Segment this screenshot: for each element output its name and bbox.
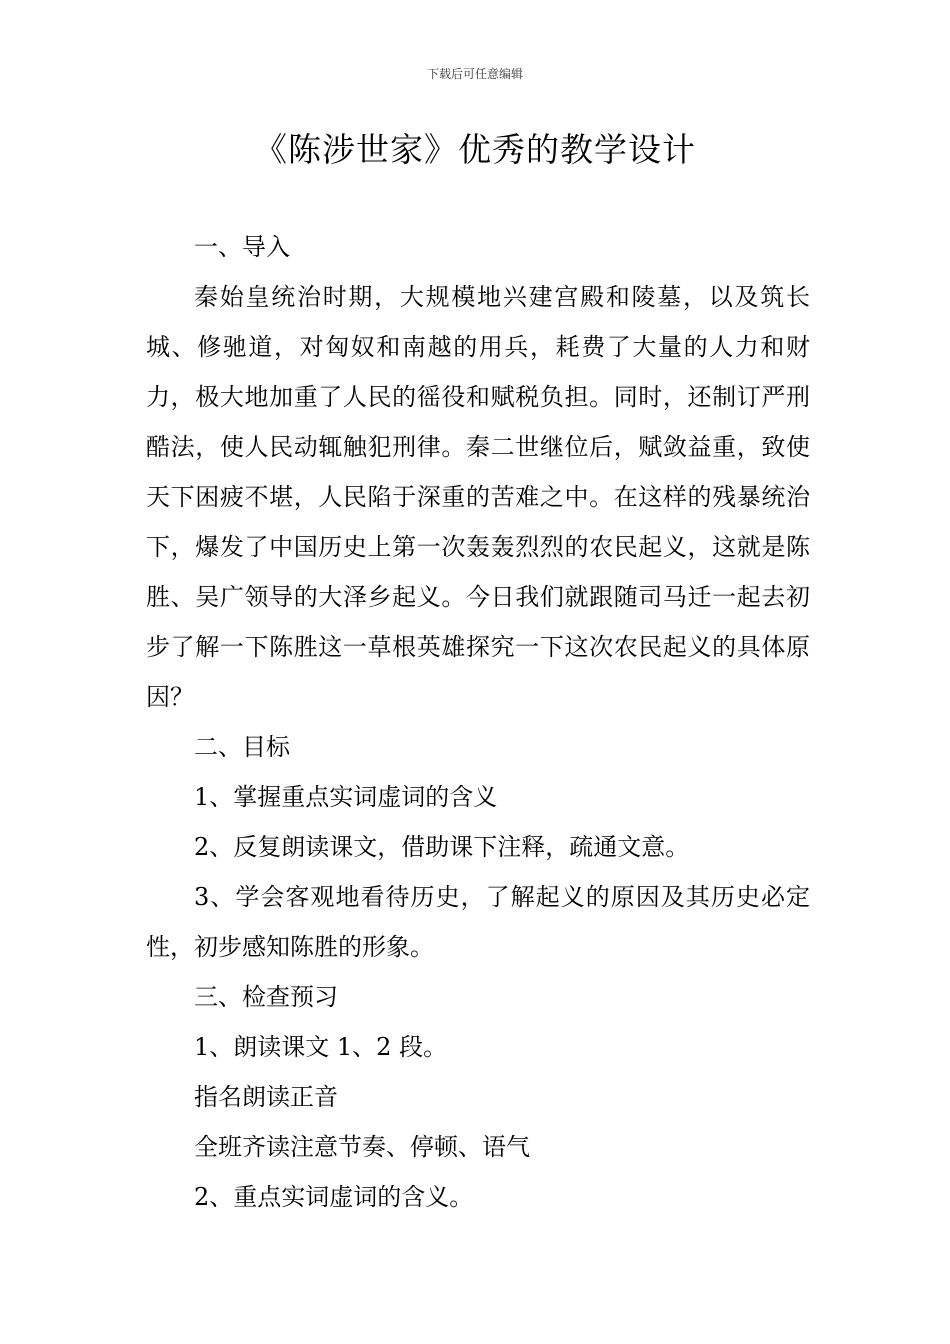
page-header-note: 下载后可任意编辑: [426, 67, 523, 81]
preview-item-1: 1、朗读课文 1、2 段。: [194, 1033, 448, 1061]
goal-item-1: 1、掌握重点实词虚词的含义: [194, 783, 498, 811]
section-heading-goals: 二、目标: [194, 733, 290, 761]
preview-subitem-pronunciation: 指名朗读正音: [194, 1083, 338, 1111]
intro-paragraph: 秦始皇统治时期，大规模地兴建宫殿和陵墓，以及筑长城、修驰道，对匈奴和南越的用兵，耗费了大量的人力和财力，极大地加重了人民的徭役和赋税负担。同时，还制订严刑酷法，使人民动辄触犯刑律。秦二世继位后，赋敛益重，致使天下困疲不堪，人民陷于深重的苦难之中。在这样的残暴统治下，爆发了中国历史上第一次轰轰烈烈的农民起义，这就是陈胜、吴广领导的大泽乡起义。今日我们就跟随司马迁一起去初步了解一下陈胜这一草根英雄探究一下这次农民起义的具体原因？: [146, 283, 810, 711]
document-title: 《陈涉世家》优秀的教学设计: [254, 130, 696, 169]
goal-item-3: 3、学会客观地看待历史，了解起义的原因及其历史必定性，初步感知陈胜的形象。: [146, 883, 810, 961]
document-body: [146, 222, 810, 1222]
preview-subitem-group-reading: 全班齐读注意节奏、停顿、语气: [194, 1133, 530, 1161]
goal-item-2: 2、反复朗读课文，借助课下注释，疏通文意。: [194, 833, 690, 861]
section-heading-preview: 三、检查预习: [194, 983, 338, 1011]
section-heading-intro: 一、导入: [194, 233, 290, 261]
preview-item-2: 2、重点实词虚词的含义。: [194, 1183, 474, 1211]
